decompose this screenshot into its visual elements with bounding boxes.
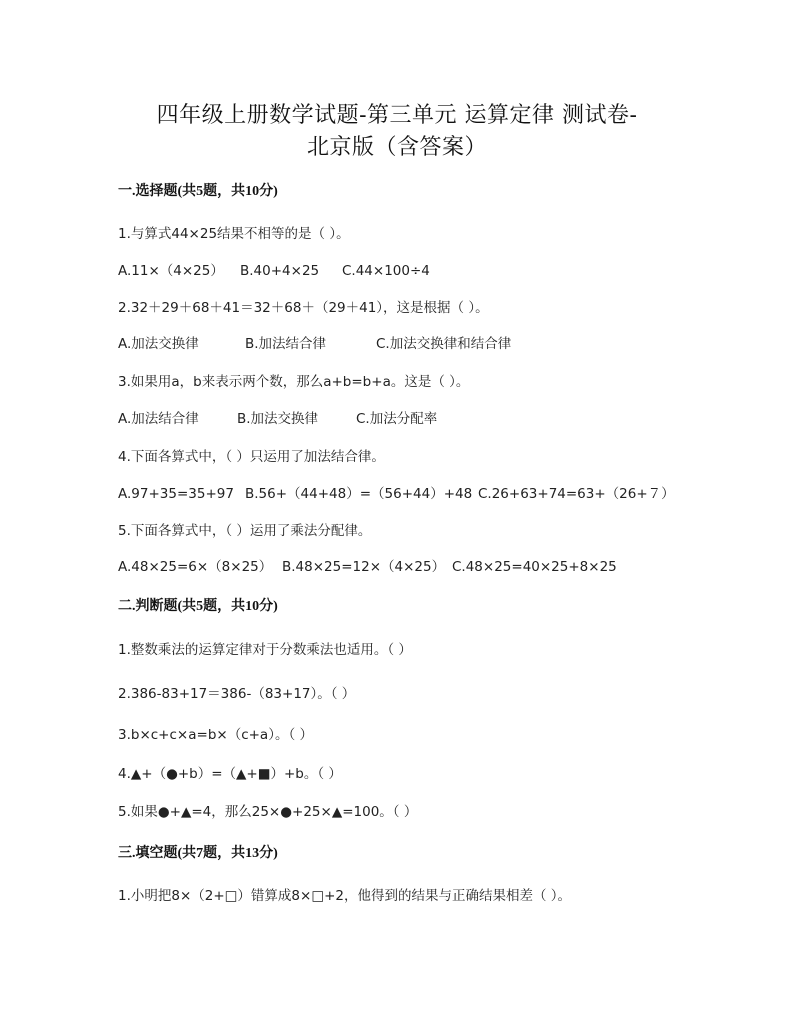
- option-b: B.加法交换律: [237, 411, 319, 427]
- section-heading-choice: 一.选择题(共5题，共10分): [118, 184, 278, 199]
- option-b: B.加法结合律: [245, 336, 327, 352]
- option-b: B.40+4×25: [240, 263, 320, 279]
- fill-blank-question-1: 1.小明把8×（2+□）错算成8×□+2，他得到的结果与正确结果相差（ ）。: [118, 888, 572, 904]
- judgment-question-2: 2.386-83+17＝386-（83+17）。（ ）: [118, 686, 356, 702]
- option-a: A.加法结合律: [118, 411, 199, 427]
- option-a: A.97+35=35+97: [118, 486, 234, 502]
- section-heading-fill-blank: 三.填空题(共7题，共13分): [118, 846, 278, 861]
- choice-question-5: 5.下面各算式中，（ ）运用了乘法分配律。: [118, 523, 372, 539]
- judgment-question-4: 4.▲+（●+b）=（▲+■）+b。（ ）: [118, 766, 342, 782]
- judgment-question-3: 3.b×c+c×a=b×（c+a）。（ ）: [118, 727, 313, 743]
- option-c: C.26+63+74=63+（26+７）: [478, 486, 675, 502]
- page-title-line-2: 北京版（含答案）: [306, 135, 487, 160]
- choice-question-2: 2.32＋29＋68＋41＝32＋68＋（29＋41），这是根据（ ）。: [118, 300, 489, 316]
- section-heading-judgment: 二.判断题(共5题，共10分): [118, 599, 278, 614]
- option-c: C.44×100÷4: [342, 263, 430, 279]
- option-c: C.48×25=40×25+8×25: [452, 559, 617, 575]
- option-b: B.48×25=12×（4×25）: [282, 559, 446, 575]
- choice-options-2: [118, 332, 511, 352]
- choice-question-1: 1.与算式44×25结果不相等的是（ ）。: [118, 226, 350, 242]
- choice-options-1: [118, 259, 430, 279]
- option-a: A.11×（4×25）: [118, 263, 224, 279]
- option-c: C.加法交换律和结合律: [376, 336, 512, 352]
- option-c: C.加法分配率: [356, 411, 438, 427]
- choice-options-3: [118, 407, 437, 427]
- judgment-question-5: 5.如果●+▲=4，那么25×●+25×▲=100。（ ）: [118, 804, 418, 820]
- option-b: B.56+（44+48）=（56+44）+48: [245, 486, 473, 502]
- choice-question-3: 3.如果用a，b来表示两个数，那么a+b=b+a。这是（ ）。: [118, 374, 470, 390]
- option-a: A.加法交换律: [118, 336, 199, 352]
- judgment-question-1: 1.整数乘法的运算定律对于分数乘法也适用。（ ）: [118, 642, 412, 658]
- option-a: A.48×25=6×（8×25）: [118, 559, 273, 575]
- choice-options-5: [118, 555, 617, 575]
- choice-question-4: 4.下面各算式中，（ ）只运用了加法结合律。: [118, 449, 385, 465]
- choice-options-4: [118, 482, 675, 502]
- page-title-line-1: 四年级上册数学试题-第三单元 运算定律 测试卷-: [156, 103, 638, 128]
